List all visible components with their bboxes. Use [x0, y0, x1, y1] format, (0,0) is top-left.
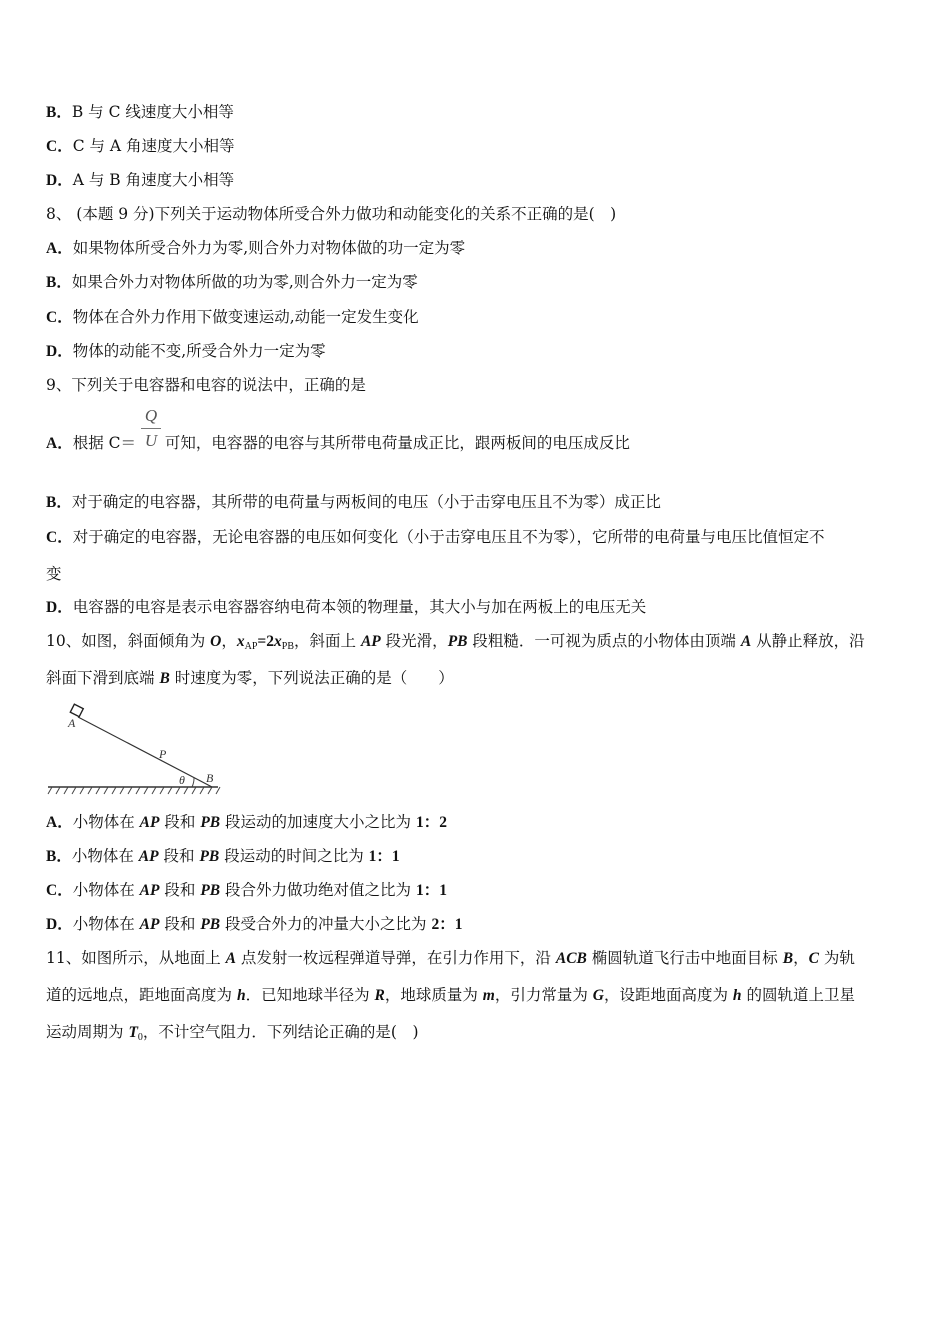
option-text: 段合外力做功绝对值之比为 — [220, 881, 416, 899]
option-label: C． — [46, 309, 73, 326]
var-pb: PB — [447, 633, 468, 650]
q8-option-d — [46, 341, 326, 362]
stem-text: ，引力常量为 — [494, 986, 593, 1004]
q8-stem: 8、 (本题 9 分)下列关于运动物体所受合外力做功和动能变化的关系不正确的是( ) — [46, 205, 617, 223]
var-t: T — [128, 1024, 138, 1041]
q9-option-c-continued: 变 — [46, 565, 62, 583]
equals-two: =2 — [257, 633, 275, 650]
option-label: B． — [46, 848, 72, 865]
q9-option-c — [46, 527, 824, 548]
q9-stem: 9、下列关于电容器和电容的说法中，正确的是 — [46, 376, 366, 394]
stem-text: 斜面下滑到底端 — [46, 669, 160, 687]
option-text: 电容器的电容是表示电容器容纳电荷本领的物理量，其大小与加在两板上的电压无关 — [72, 598, 647, 616]
var-m: m — [482, 987, 495, 1004]
option-label: D． — [46, 599, 73, 616]
label-theta: θ — [179, 773, 185, 787]
var-ap: AP — [360, 633, 381, 650]
option-text-post: 可知，电容器的电容与其所带电荷量成正比，跟两板间的电压成反比 — [160, 434, 630, 452]
var-b: B — [782, 950, 794, 967]
stem-text: 运动周期为 — [46, 1023, 129, 1041]
stem-text: ， — [221, 632, 237, 650]
option-text: 小物体在 — [72, 881, 140, 899]
var-pb: PB — [200, 882, 221, 899]
option-text: 段运动的时间之比为 — [219, 847, 369, 865]
ratio: 2：1 — [431, 916, 463, 933]
q9-option-d — [46, 597, 646, 618]
stem-text: 11、如图所示，从地面上 — [46, 949, 226, 967]
var-r: R — [374, 987, 385, 1004]
option-text: 对于确定的电容器，其所带的电荷量与两板间的电压（小于击穿电压且不为零）成正比 — [71, 493, 661, 511]
var-pb: PB — [199, 848, 220, 865]
option-label: A． — [46, 435, 73, 452]
option-label: B． — [46, 104, 72, 121]
option-text: 小物体在 — [72, 813, 140, 831]
subscript: AP — [244, 641, 258, 652]
subscript: PB — [281, 641, 294, 652]
option-label: A． — [46, 240, 73, 257]
stem-text: ，设距地面高度为 — [603, 986, 733, 1004]
option-label: A． — [46, 814, 73, 831]
var-ap: AP — [138, 848, 159, 865]
stem-text: ．已知地球半径为 — [245, 986, 375, 1004]
incline-figure — [46, 700, 226, 796]
subscript: 0 — [137, 1032, 143, 1043]
option-label: D． — [46, 343, 73, 360]
option-text: 段和 — [159, 813, 201, 831]
option-label: C． — [46, 882, 73, 899]
var-g: G — [592, 987, 604, 1004]
q10-stem-line1 — [46, 631, 865, 657]
var-h: h — [732, 987, 742, 1004]
stem-text: ，地球质量为 — [384, 986, 483, 1004]
q7-option-b — [46, 102, 234, 123]
option-text: 段和 — [158, 847, 200, 865]
option-text: 物体的动能不变,所受合外力一定为零 — [72, 342, 326, 360]
option-text: C 与 A 角速度大小相等 — [72, 137, 235, 155]
var-pb: PB — [200, 814, 221, 831]
block — [70, 704, 83, 717]
option-text: B 与 C 线速度大小相等 — [71, 103, 234, 121]
label-b: B — [206, 771, 214, 785]
option-label: C． — [46, 529, 73, 546]
option-text: 小物体在 — [72, 915, 140, 933]
stem-text: 点发射一枚远程弹道导弹，在引力作用下，沿 — [236, 949, 556, 967]
q9-option-a — [46, 433, 630, 454]
stem-text: 段光滑， — [380, 632, 448, 650]
q7-option-d — [46, 170, 234, 191]
stem-text: ，不计空气阻力．下列结论正确的是( ) — [142, 1023, 419, 1041]
var-a: A — [740, 633, 752, 650]
option-text: 段和 — [159, 881, 201, 899]
option-text: 如果合外力对物体所做的功为零,则合外力一定为零 — [71, 273, 418, 291]
stem-text: 从静止释放，沿 — [751, 632, 865, 650]
option-text: 物体在合外力作用下做变速运动,动能一定发生变化 — [72, 308, 419, 326]
var-ap: AP — [139, 882, 160, 899]
fraction-bar — [141, 428, 161, 429]
q11-stem-line2 — [46, 985, 855, 1006]
var-acb: ACB — [555, 950, 587, 967]
var-x: x — [236, 633, 245, 650]
q10-option-b — [46, 846, 400, 867]
var-c: C — [808, 950, 819, 967]
capacitance-fraction — [140, 406, 162, 451]
stem-text: 段粗糙．一可视为质点的小物体由顶端 — [467, 632, 741, 650]
var-x: x — [274, 633, 282, 650]
label-p: P — [159, 747, 167, 761]
q10-option-c — [46, 880, 447, 901]
var-ap: AP — [139, 814, 160, 831]
stem-text: ， — [793, 949, 809, 967]
option-label: D． — [46, 916, 73, 933]
var-h: h — [236, 987, 246, 1004]
stem-text: ，斜面上 — [294, 632, 361, 650]
q8-option-b — [46, 272, 418, 293]
option-text: 小物体在 — [71, 847, 139, 865]
option-text: 段和 — [159, 915, 201, 933]
angle-arc — [192, 778, 194, 787]
q8-option-c — [46, 307, 419, 328]
option-label: B． — [46, 494, 72, 511]
option-text: A 与 B 角速度大小相等 — [72, 171, 235, 189]
q11-stem-line3 — [46, 1022, 419, 1048]
ratio: 1：2 — [415, 814, 447, 831]
q9-option-b — [46, 492, 661, 513]
q10-stem-line2 — [46, 668, 454, 689]
incline-surface — [78, 717, 212, 787]
q11-stem-line1 — [46, 948, 855, 969]
option-text-pre: 根据 C＝ — [72, 434, 136, 452]
option-text: 如果物体所受合外力为零,则合外力对物体做的功一定为零 — [72, 239, 466, 257]
stem-text: 的圆轨道上卫星 — [741, 986, 855, 1004]
var-a: A — [225, 950, 236, 967]
option-text: 对于确定的电容器，无论电容器的电压如何变化（小于击穿电压且不为零），它所带的电荷量与电压比值恒定不 — [72, 528, 825, 546]
q10-option-d — [46, 914, 463, 935]
option-label: B． — [46, 274, 72, 291]
option-text: 段受合外力的冲量大小之比为 — [220, 915, 432, 933]
var-theta: O — [210, 633, 222, 650]
stem-text: 10、如图，斜面倾角为 — [46, 632, 211, 650]
label-a: A — [68, 716, 76, 730]
var-b: B — [159, 670, 170, 687]
q10-option-a — [46, 812, 447, 833]
stem-text: 椭圆轨道飞行击中地面目标 — [586, 949, 783, 967]
fraction-numerator: Q — [144, 406, 158, 425]
stem-text: 为轨 — [818, 949, 855, 967]
fraction-denominator: U — [144, 431, 158, 450]
option-label: D． — [46, 172, 73, 189]
stem-text: 道的远地点，距地面高度为 — [46, 986, 237, 1004]
option-text: 段运动的加速度大小之比为 — [220, 813, 416, 831]
stem-text: 时速度为零，下列说法正确的是（ ） — [169, 669, 454, 687]
q8-option-a — [46, 238, 465, 259]
ratio: 1：1 — [368, 848, 400, 865]
option-label: C． — [46, 138, 73, 155]
var-ap: AP — [139, 916, 160, 933]
ground-hatching — [48, 787, 220, 794]
ratio: 1：1 — [415, 882, 447, 899]
var-pb: PB — [200, 916, 221, 933]
q7-option-c — [46, 136, 235, 157]
